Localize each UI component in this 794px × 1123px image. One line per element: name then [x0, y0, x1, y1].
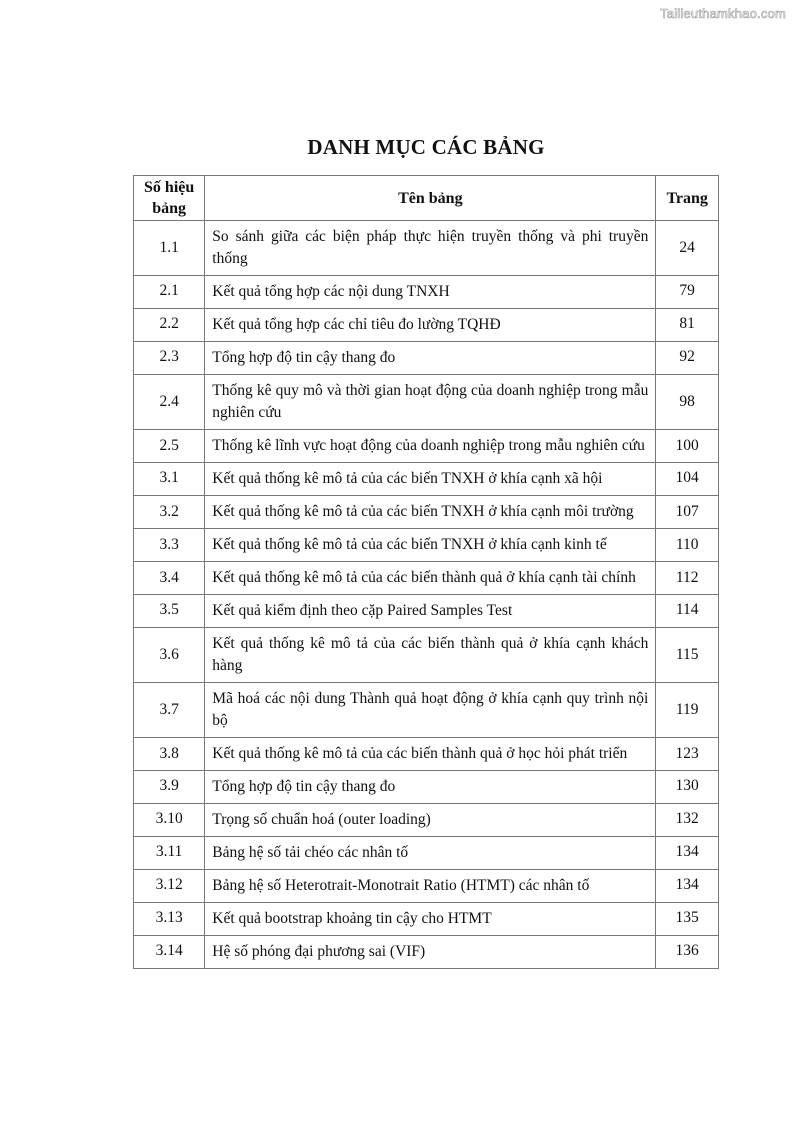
page-number: 119 — [656, 683, 719, 738]
table-row — [134, 463, 719, 496]
table-number: 3.10 — [134, 804, 205, 837]
table-name: Kết quả thống kê mô tả của các biến thành quả ở khía cạnh tài chính — [205, 562, 656, 595]
table-row — [134, 804, 719, 837]
table-name: Kết quả kiểm định theo cặp Paired Samples Test — [205, 595, 656, 628]
table-row — [134, 595, 719, 628]
table-name: Kết quả thống kê mô tả của các biến TNXH ở khía cạnh môi trường — [205, 496, 656, 529]
table-name: Kết quả thống kê mô tả của các biến thành quả ở học hỏi phát triển — [205, 738, 656, 771]
table-name: Thống kê quy mô và thời gian hoạt động của doanh nghiệp trong mẫu nghiên cứu — [205, 375, 656, 430]
table-row — [134, 375, 719, 430]
table-number: 3.13 — [134, 903, 205, 936]
page-number: 134 — [656, 837, 719, 870]
header-number: Số hiệu bảng — [134, 176, 205, 221]
table-number: 3.7 — [134, 683, 205, 738]
table-row — [134, 738, 719, 771]
table-number: 1.1 — [134, 221, 205, 276]
table-name: So sánh giữa các biện pháp thực hiện truyền thống và phi truyền thống — [205, 221, 656, 276]
page-number: 132 — [656, 804, 719, 837]
table-header-row — [134, 176, 719, 221]
table-name: Kết quả thống kê mô tả của các biến TNXH ở khía cạnh kinh tế — [205, 529, 656, 562]
table-number: 2.1 — [134, 276, 205, 309]
page-number: 123 — [656, 738, 719, 771]
table-name: Kết quả bootstrap khoảng tin cậy cho HTMT — [205, 903, 656, 936]
table-row — [134, 562, 719, 595]
list-of-tables — [133, 175, 719, 969]
header-name: Tên bảng — [205, 176, 656, 221]
table-row — [134, 870, 719, 903]
table-number: 3.11 — [134, 837, 205, 870]
table-number: 3.12 — [134, 870, 205, 903]
table-row — [134, 221, 719, 276]
table-row — [134, 430, 719, 463]
table-number: 3.14 — [134, 936, 205, 969]
table-name: Trọng số chuẩn hoá (outer loading) — [205, 804, 656, 837]
table-name: Kết quả thống kê mô tả của các biến TNXH ở khía cạnh xã hội — [205, 463, 656, 496]
table-row — [134, 496, 719, 529]
page-number: 98 — [656, 375, 719, 430]
watermark: Tailieuthamkhao.com — [660, 6, 786, 21]
table-name: Bảng hệ số tải chéo các nhân tố — [205, 837, 656, 870]
table-row — [134, 309, 719, 342]
table-number: 2.2 — [134, 309, 205, 342]
page-number: 112 — [656, 562, 719, 595]
table-row — [134, 628, 719, 683]
page-number: 104 — [656, 463, 719, 496]
table-name: Kết quả tổng hợp các chỉ tiêu đo lường TQHĐ — [205, 309, 656, 342]
page-title: DANH MỤC CÁC BẢNG — [307, 135, 545, 159]
page-number: 107 — [656, 496, 719, 529]
table-number: 2.5 — [134, 430, 205, 463]
table-number: 3.5 — [134, 595, 205, 628]
page-number: 136 — [656, 936, 719, 969]
table-name: Tổng hợp độ tin cậy thang đo — [205, 342, 656, 375]
table-name: Kết quả tổng hợp các nội dung TNXH — [205, 276, 656, 309]
table-row — [134, 771, 719, 804]
page-number: 114 — [656, 595, 719, 628]
table-number: 2.3 — [134, 342, 205, 375]
page-number: 100 — [656, 430, 719, 463]
table-row — [134, 837, 719, 870]
table-row — [134, 683, 719, 738]
page-number: 24 — [656, 221, 719, 276]
table-number: 3.4 — [134, 562, 205, 595]
table-row — [134, 936, 719, 969]
page-number: 115 — [656, 628, 719, 683]
page-number: 135 — [656, 903, 719, 936]
page-number: 134 — [656, 870, 719, 903]
table-name: Tổng hợp độ tin cậy thang đo — [205, 771, 656, 804]
header-page: Trang — [656, 176, 719, 221]
table-number: 3.8 — [134, 738, 205, 771]
table-name: Bảng hệ số Heterotrait-Monotrait Ratio (HTMT) các nhân tố — [205, 870, 656, 903]
table-name: Kết quả thống kê mô tả của các biến thành quả ở khía cạnh khách hàng — [205, 628, 656, 683]
page-number: 92 — [656, 342, 719, 375]
table-number: 3.2 — [134, 496, 205, 529]
table-number: 3.9 — [134, 771, 205, 804]
table-name: Thống kê lĩnh vực hoạt động của doanh nghiệp trong mẫu nghiên cứu — [205, 430, 656, 463]
table-number: 3.6 — [134, 628, 205, 683]
table-number: 3.1 — [134, 463, 205, 496]
page-number: 110 — [656, 529, 719, 562]
table-number: 2.4 — [134, 375, 205, 430]
page-number: 130 — [656, 771, 719, 804]
table-number: 3.3 — [134, 529, 205, 562]
page-number: 79 — [656, 276, 719, 309]
page-number: 81 — [656, 309, 719, 342]
table-row — [134, 342, 719, 375]
table-name: Mã hoá các nội dung Thành quả hoạt động ở khía cạnh quy trình nội bộ — [205, 683, 656, 738]
table-row — [134, 529, 719, 562]
table-row — [134, 903, 719, 936]
table-name: Hệ số phóng đại phương sai (VIF) — [205, 936, 656, 969]
table-row — [134, 276, 719, 309]
